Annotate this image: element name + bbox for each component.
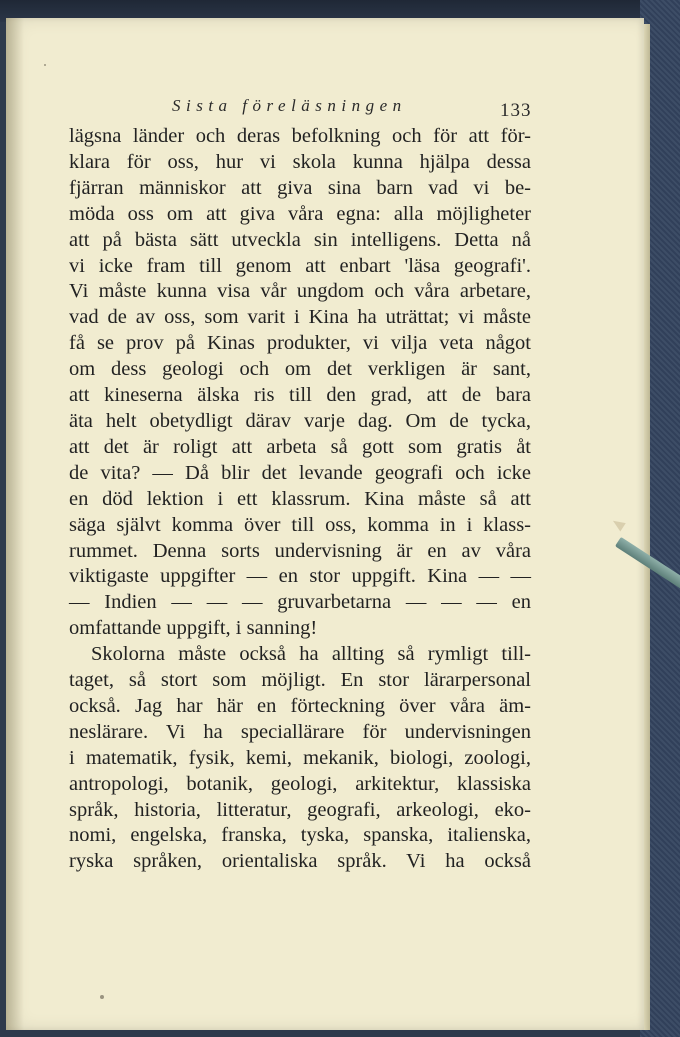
text-line: rummet. Denna sorts undervisning är en av våra [69,539,531,562]
text-line: att på bästa sätt utveckla sin intelligens. Detta nå [69,228,531,251]
text-line: fjärran människor att giva sina barn vad vi be- [69,176,531,199]
text-line: vad de av oss, som varit i Kina ha uträttat; vi måste [69,306,531,329]
text-line: i matematik, fysik, kemi, mekanik, biologi, zoologi, [69,746,531,769]
paper-speck [100,995,104,999]
text-line: språk, historia, litteratur, geografi, arkeologi, eko- [69,798,531,821]
text-line: neslärare. Vi ha speciallärare för undervisningen [69,720,531,743]
running-title: Sista föreläsningen [172,96,407,115]
text-line: möda oss om att giva våra egna: alla möjligheter [69,202,531,225]
text-line: vi icke fram till genom att enbart 'läsa geografi'. [69,254,531,277]
text-line: — Indien — — — gruvarbetarna — — — en [69,591,531,614]
text-line: få se prov på Kinas produkter, vi vilja veta något [69,332,531,355]
text-line: nomi, engelska, franska, tyska, spanska, italienska, [69,824,531,847]
text-line: Vi måste kunna visa vår ungdom och våra arbetare, [69,280,531,303]
text-line: äta helt obetydligt därav varje dag. Om de tycka, [69,409,531,432]
text-line: viktigaste uppgifter — en stor uppgift. Kina — — [69,565,531,588]
text-line: taget, så stort som möjligt. En stor lärarpersonal [69,669,531,692]
text-line: säga självt komma över till oss, komma in i klass- [69,513,531,536]
paper-speck [44,64,46,66]
text-line: klara för oss, hur vi skola kunna hjälpa dessa [69,150,531,173]
text-line: också. Jag har här en förteckning över våra äm- [69,694,531,717]
text-line: en död lektion i ett klassrum. Kina måste så att [69,487,531,510]
text-line: att det är roligt att arbeta så gott som gratis åt [69,435,531,458]
text-line: antropologi, botanik, geologi, arkitektur, klassiska [69,772,531,795]
text-line: ryska språken, orientaliska språk. Vi ha också [69,850,531,873]
text-line: lägsna länder och deras befolkning och för att för- [69,125,531,147]
text-line-paragraph-end: omfattande uppgift, i sanning! [69,617,318,640]
body-text [69,124,531,875]
page-number: 133 [500,100,532,121]
text-line: de vita? — Då blir det levande geografi och icke [69,461,531,484]
text-line: om dess geologi och om det verkligen är sant, [69,358,531,381]
gutter-shadow [6,18,24,1030]
text-line-paragraph-start: Skolorna måste också ha allting så rymligt till- [91,643,531,666]
text-line: att kineserna älska ris till den grad, att de bara [69,384,531,407]
